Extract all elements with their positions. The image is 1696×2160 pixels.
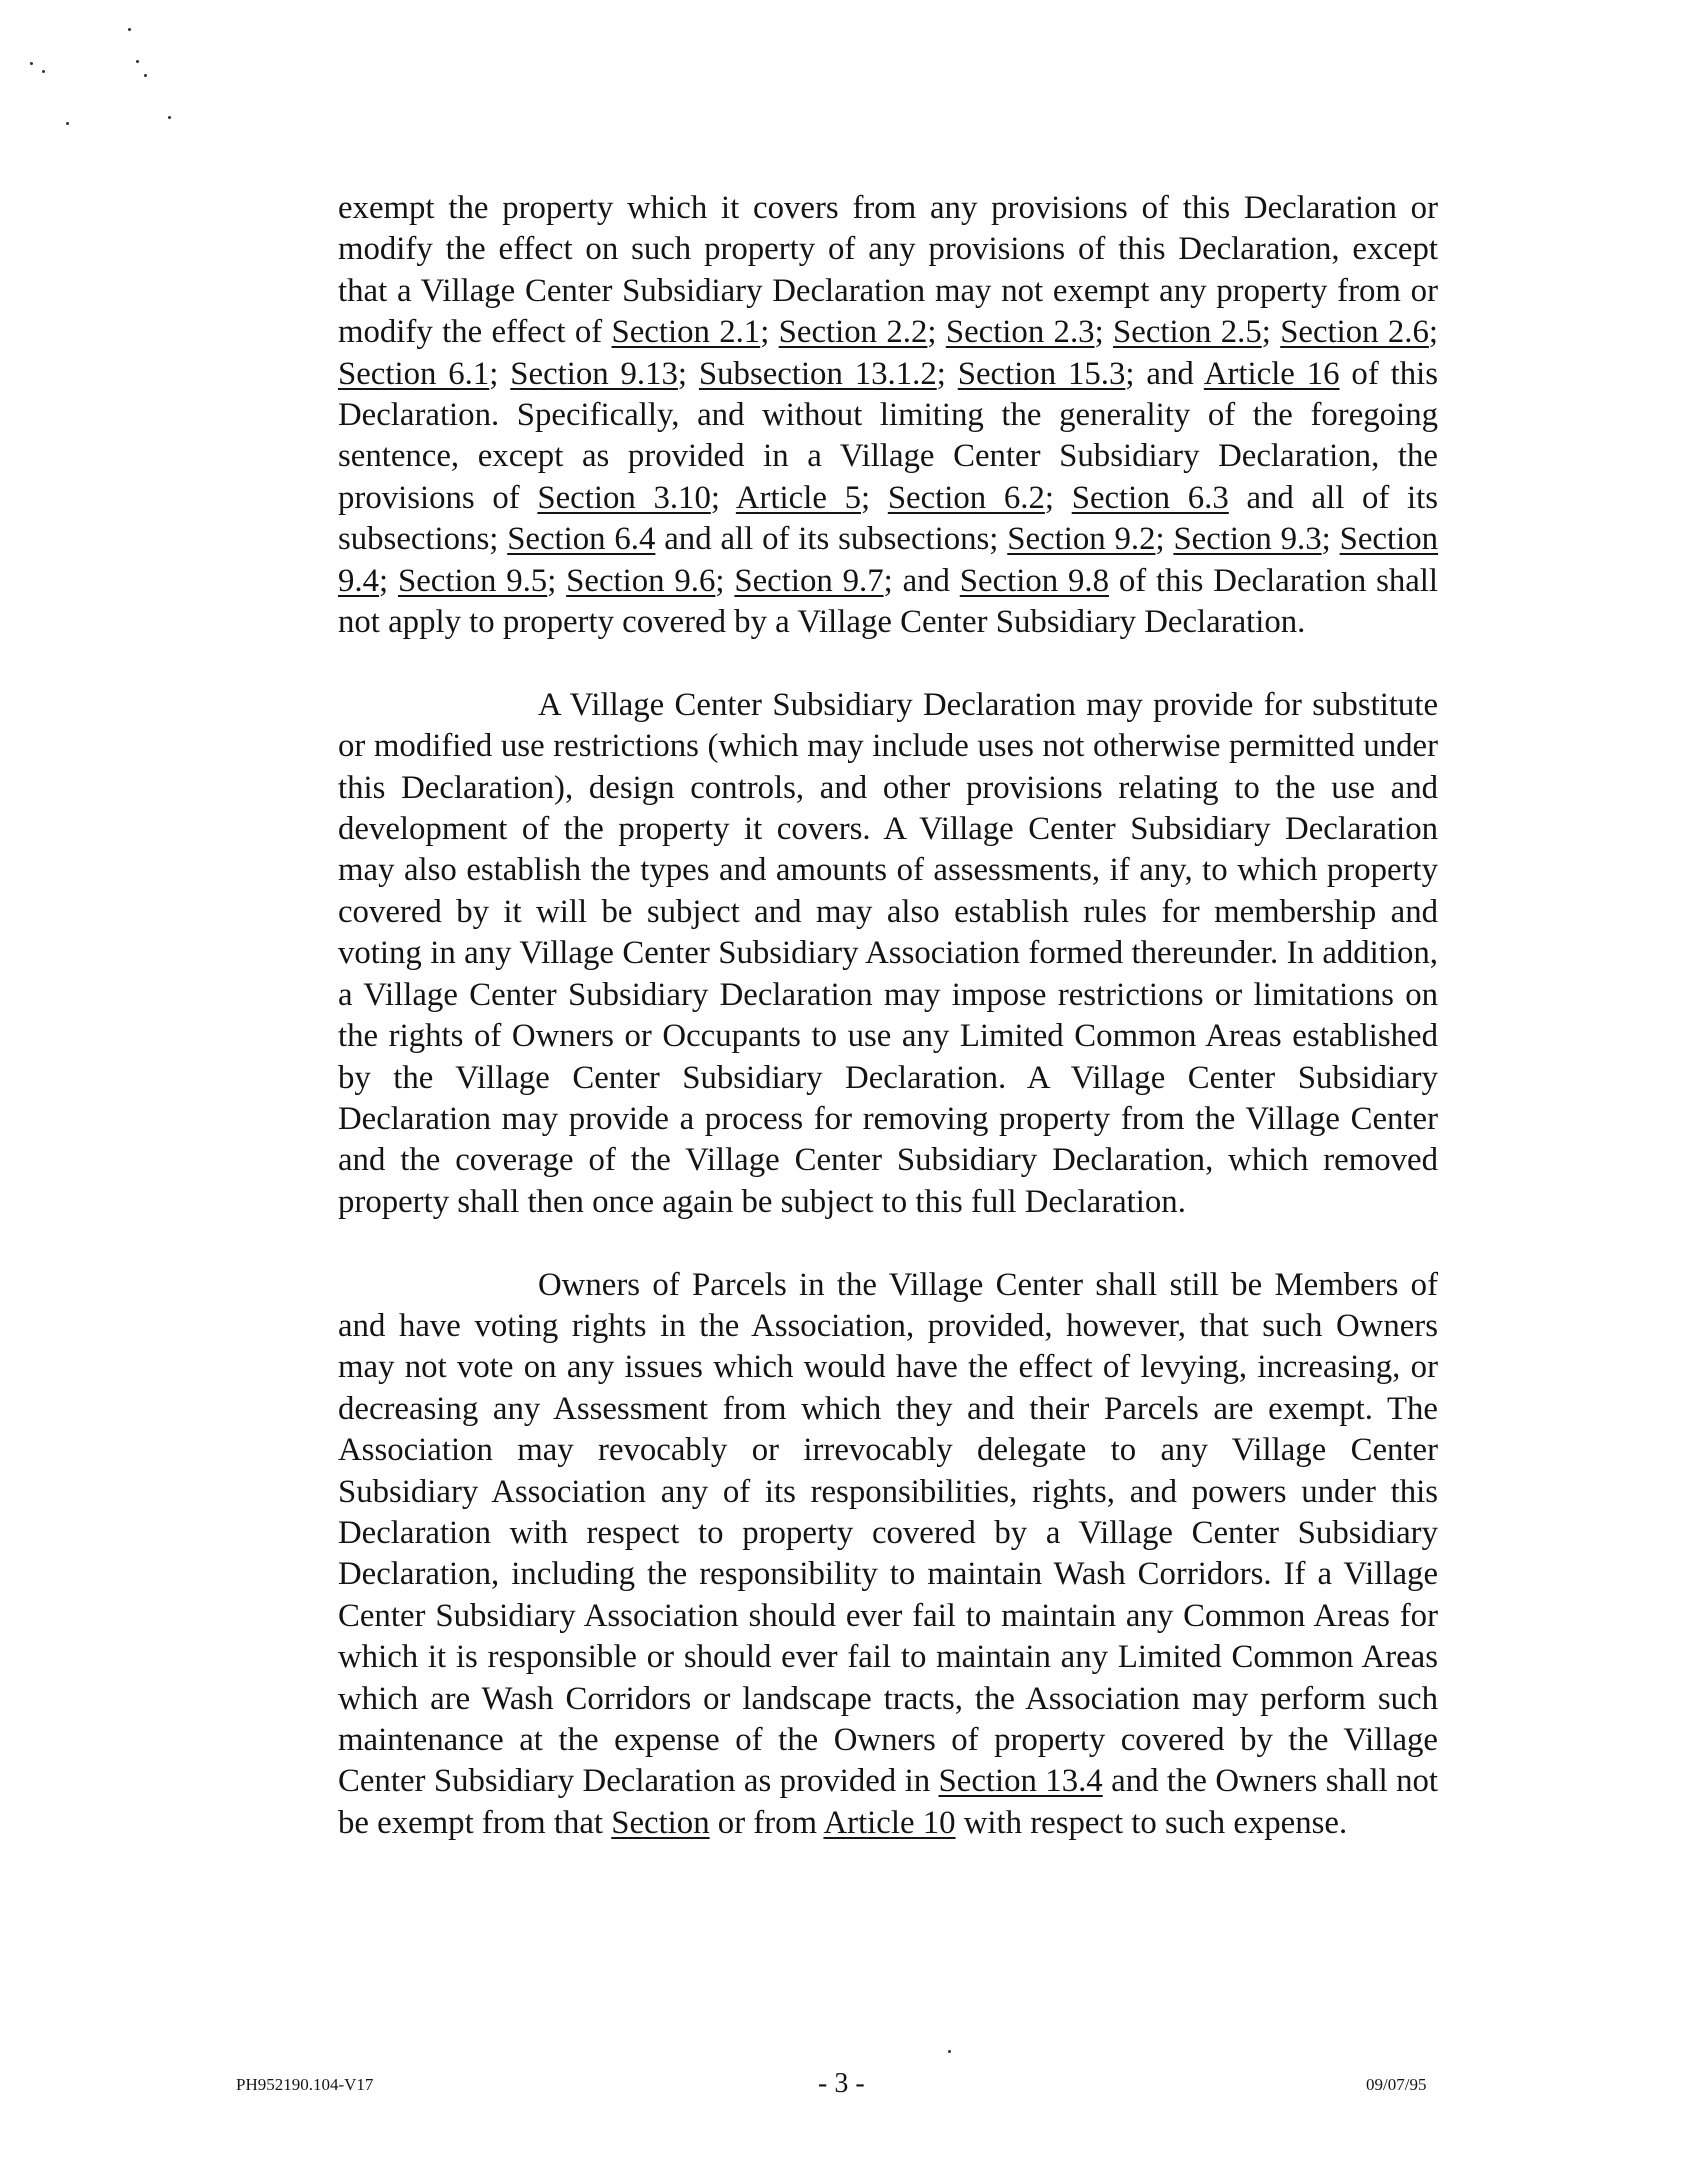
text-run: ; [1321,521,1340,558]
text-run: A Village Center Subsidiary Declaration may provide for substitute or modified use restrictions (which may include uses not otherwise permitted under this Declaration), design controls, and other provisions relating to the use and development of the property it covers. A Village Center Subsidiary Declaration may also establish the types and amounts of assessments, if any, to which property covered by it will be subject and may also establish rules for membership and voting in any Village Center Subsidiary Association formed thereunder. In addition, a Village Center Subsidiary Declaration may impose restrictions or limitations on the rights of Owners or Occupants to use any Limited Common Areas established by the Village Center Subsidiary Declaration. A Village Center Subsidiary Declaration may provide a process for removing property from the Village Center and the coverage of the Village Center Subsidiary Declaration, which removed property shall then once again be subject to this full Declaration. [338,686,1438,1220]
text-run: ; and [1125,355,1204,392]
cross-reference: Article 5 [735,479,861,516]
cross-reference: Section 3.10 [537,479,711,516]
text-run: of this Declaration shall not apply to property covered by a Village Center Subsidiary Declaration. [338,562,1439,641]
text-run: ; [710,479,736,516]
cross-reference: Article 16 [1203,355,1340,392]
cross-reference: Section 2.6 [1280,314,1429,351]
text-run: ; [927,314,946,351]
text-run: ; [1044,479,1072,516]
cross-reference: Section 6.2 [887,479,1045,516]
text-run: ; [1428,314,1439,351]
text-run: Owners of Parcels in the Village Center shall still be Members of and have voting rights in the Association, provided, however, that such Owners may not vote on any issues which would have the effect of levying, increasing, or decreasing any Assessment from which they and their Parcels are exempt. The Association may revocably or irrevocably delegate to any Village Center Subsidiary Association any of its responsibilities, rights, and powers under this Declaration with respect to property covered by a Village Center Subsidiary Declaration, including the responsibility to maintain Wash Corridors. If a Village Center Subsidiary Association should ever fail to maintain any Common Areas for which it is responsible or should ever fail to maintain any Limited Common Areas which are Wash Corridors or landscape tracts, the Association may perform such maintenance at the expense of the Owners of property covered by the Village Center Subsidiary Declaration as provided in [338,1266,1438,1800]
cross-reference: Section 2.5 [1113,314,1262,351]
paragraph-3 [338,1265,1438,1845]
text-run: of this Declaration. Specifically, and without limiting the generality of the foregoing sentence, except as provided in a Village Center Subsidiary Declaration, the provisions of [338,355,1439,516]
cross-reference: Section [611,1804,710,1841]
text-run: exempt the property which it covers from any provisions of this Declaration or modify the effect on such property of any provisions of this Declaration, except that a Village Center Subsidiary Declaration may not exempt any property from or modify the effect of [338,190,1438,351]
text-run: ; [1155,521,1174,558]
text-run: ; [1261,314,1281,351]
footer-page-number: - 3 - [818,2068,865,2099]
cross-reference: Section 2.3 [945,314,1095,351]
cross-reference: Section 2.2 [778,314,928,351]
text-run: ; and [883,562,960,599]
cross-reference: Section 6.3 [1071,479,1229,516]
cross-reference: Section 6.4 [507,521,656,558]
text-run: ; [861,479,888,516]
text-run: and all of its subsections; [655,521,1008,558]
cross-reference: Section 9.13 [510,355,678,392]
cross-reference: Section 15.3 [957,355,1126,392]
cross-reference: Section 2.1 [611,314,761,351]
text-run: ; [379,562,398,599]
text-run: ; [489,355,511,392]
cross-reference: Section 9.3 [1173,521,1322,558]
document-body [338,188,1438,1886]
footer-date: 09/07/95 [1366,2075,1427,2094]
cross-reference: Section 9.7 [734,562,884,599]
cross-reference: Section 9.2 [1007,521,1156,558]
text-run: with respect to such expense. [955,1804,1348,1841]
text-run: ; [760,314,779,351]
footer-doc-id: PH952190.104-V17 [236,2075,374,2094]
text-run: or from [709,1804,824,1841]
paragraph-2 [338,685,1438,1223]
text-run: ; [547,562,567,599]
cross-reference: Section 9.5 [397,562,548,599]
text-run: ; [1094,314,1114,351]
text-run: ; [715,562,735,599]
cross-reference: Section 9.6 [566,562,716,599]
cross-reference: Section 6.1 [338,355,490,392]
paragraph-1 [338,188,1438,643]
text-run: ; [677,355,699,392]
text-run: and all of its subsections; [338,479,1439,558]
cross-reference: Section 9.8 [959,562,1110,599]
cross-reference: Section 13.4 [938,1763,1103,1800]
text-run: ; [936,355,958,392]
cross-reference: Section 9.4 [338,521,1438,599]
cross-reference: Subsection 13.1.2 [698,355,937,392]
text-run: and the Owners shall not be exempt from that [338,1763,1439,1841]
cross-reference: Article 10 [823,1804,956,1841]
